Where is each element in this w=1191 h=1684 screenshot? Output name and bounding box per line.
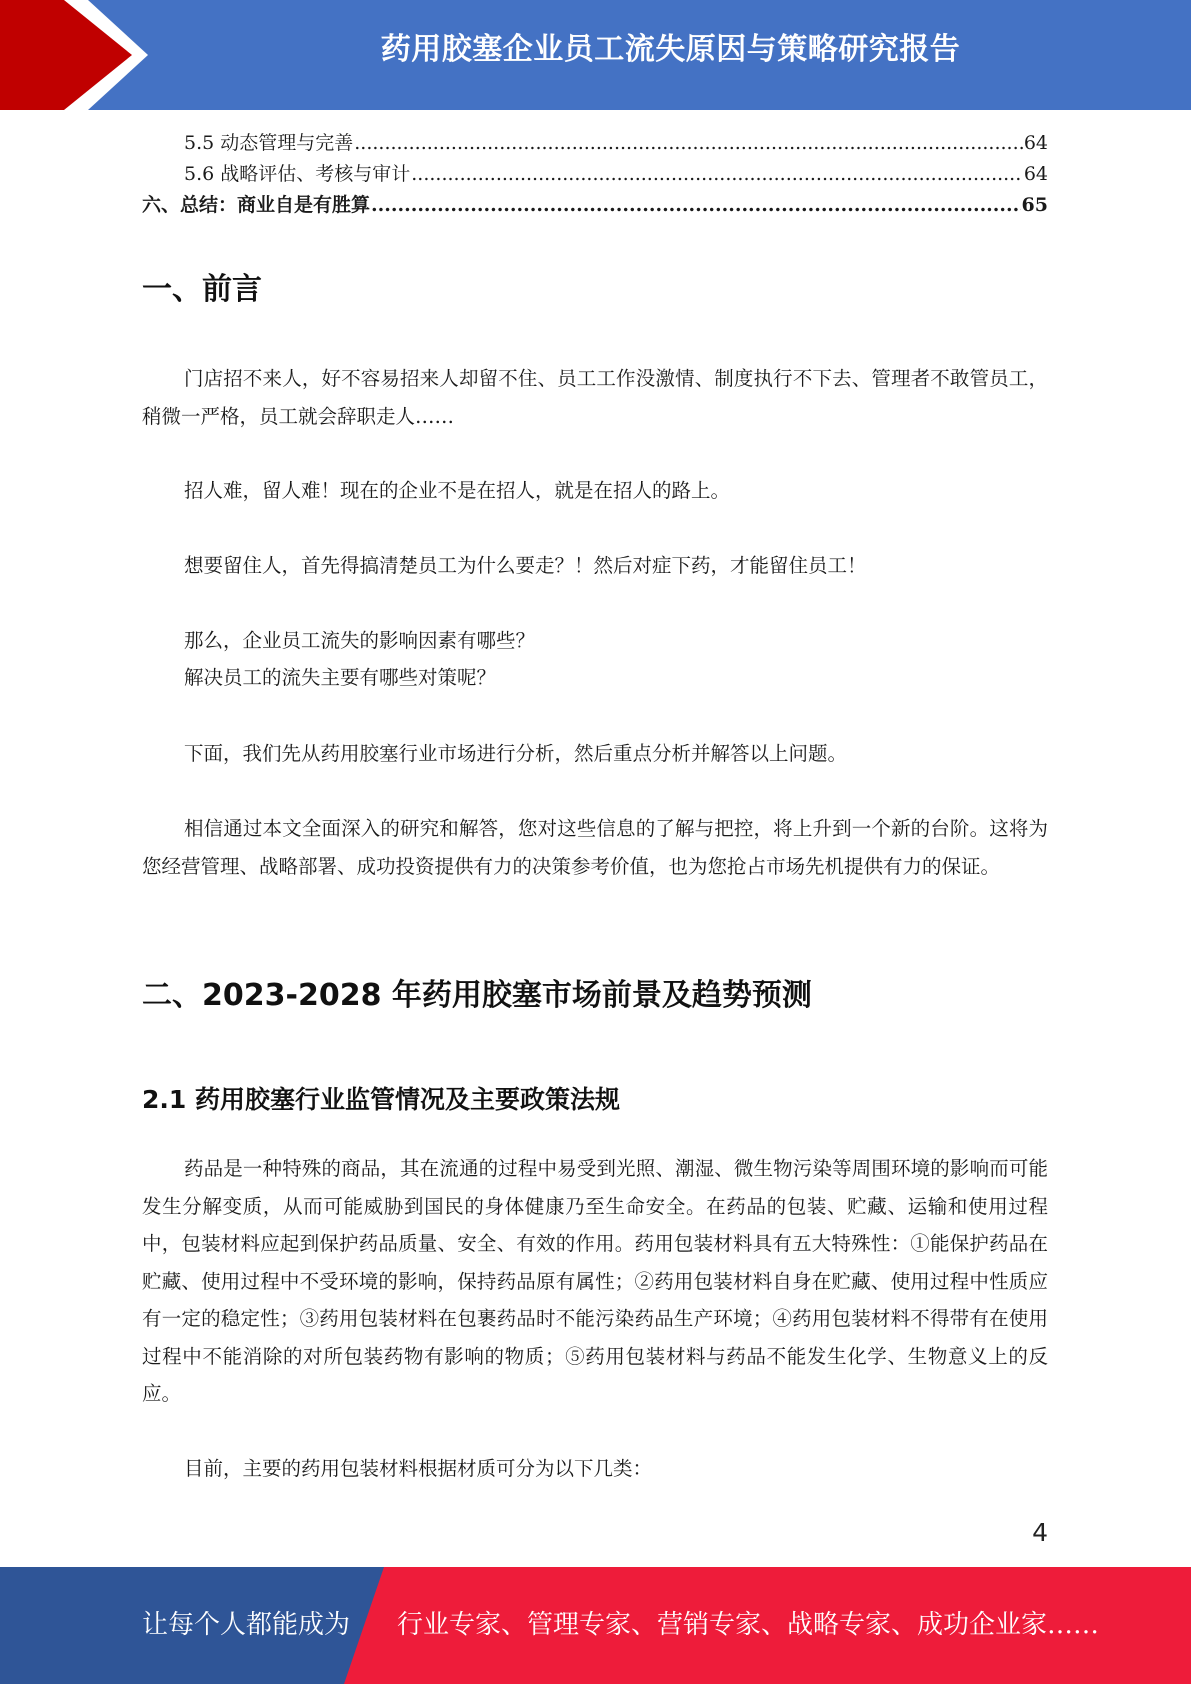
red-chevron-icon [0,0,160,110]
toc-leader-dots [371,190,1021,221]
toc-entry-page: 65 [1021,194,1048,216]
section-heading-market-outlook: 二、2023-2028 年药用胶塞市场前景及趋势预测 [142,978,812,1013]
toc-entry-page: 64 [1023,132,1048,154]
table-of-contents [142,128,1048,221]
paragraph: 门店招不来人，好不容易招来人却留不住、员工工作没激情、制度执行不下去、管理者不敢管员工，稍微一严格，员工就会辞职走人…… [142,367,1048,428]
toc-entry-label: 5.6 战略评估、考核与审计 [184,163,411,185]
paragraph: 招人难，留人难！现在的企业不是在招人，就是在招人的路上。 [184,479,731,502]
subsection-heading-regulation: 2.1 药用胶塞行业监管情况及主要政策法规 [142,1085,620,1114]
toc-entry-page: 64 [1023,163,1048,185]
toc-entry-label: 六、总结：商业自是有胜算 [142,194,371,216]
paragraph: 想要留住人，首先得搞清楚员工为什么要走？！然后对症下药，才能留住员工！ [184,554,867,577]
page-content [142,128,1048,1480]
footer-slogan-right: 行业专家、管理专家、营销专家、战略专家、成功企业家…… [397,1610,1100,1640]
section-heading-preface: 一、前言 [142,272,262,307]
page-number: 4 [1032,1518,1048,1547]
paragraph: 目前，主要的药用包装材料根据材质可分为以下几类： [184,1457,653,1480]
paragraph: 那么，企业员工流失的影响因素有哪些？ [184,629,536,652]
toc-leader-dots [354,128,1023,159]
toc-entry[interactable] [142,159,1048,190]
toc-entry-label: 5.5 动态管理与完善 [184,132,354,154]
paragraph: 药品是一种特殊的商品，其在流通的过程中易受到光照、潮湿、微生物污染等周围环境的影响而可能发生分解变质，从而可能威胁到国民的身体健康乃至生命安全。在药品的包装、贮藏、运输和使用过程中，包装材料应起到保护药品质量、安全、有效的作用。药用包装材料具有五大特殊性：①能保护药品在贮藏、使用过程中不受环境的影响，保持药品原有属性；②药用包装材料自身在贮藏、使用过程中性质应有一定的稳定性；③药用包装材料在包裹药品时不能污染药品生产环境；④药用包装材料不得带有在使用过程中不能消除的对所包装药物有影响的物质；⑤药用包装材料与药品不能发生化学、生物意义上的反应。 [142,1157,1048,1405]
report-title: 药用胶塞企业员工流失原因与策略研究报告 [380,32,961,67]
paragraph: 下面，我们先从药用胶塞行业市场进行分析，然后重点分析并解答以上问题。 [184,742,848,765]
paragraph: 解决员工的流失主要有哪些对策呢？ [184,666,497,689]
paragraph: 相信通过本文全面深入的研究和解答，您对这些信息的了解与把控，将上升到一个新的台阶。这将为您经营管理、战略部署、成功投资提供有力的决策参考价值，也为您抢占市场先机提供有力的保证。 [142,817,1048,878]
toc-entry[interactable] [142,128,1048,159]
header-banner [0,0,1191,110]
toc-leader-dots [411,159,1023,190]
footer-slogan-left: 让每个人都能成为 [142,1610,351,1640]
toc-entry[interactable] [142,190,1048,221]
footer-banner [0,1567,1191,1684]
